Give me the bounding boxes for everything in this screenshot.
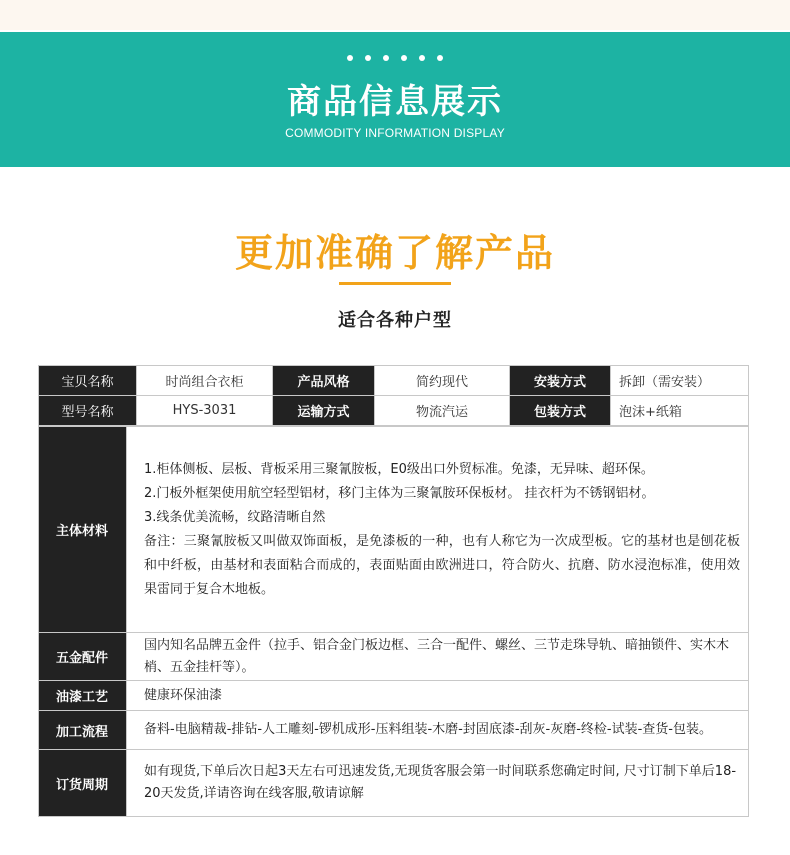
spec-row [39, 366, 749, 396]
spec-row [39, 396, 749, 426]
spec-key: 包装方式 [510, 396, 611, 426]
spec-key: 宝贝名称 [39, 366, 137, 396]
top-strip [0, 0, 790, 30]
material-content [127, 427, 749, 633]
section-headline: 更加准确了解产品 [234, 231, 555, 275]
material-line: 2.门板外框架使用航空轻型铝材，移门主体为三聚氰胺环保板材。 挂衣杆为不锈钢铝材。 [144, 485, 655, 501]
dot [365, 55, 371, 61]
dot [383, 55, 389, 61]
process-label: 加工流程 [39, 711, 127, 750]
material-line: 3.线条优美流畅，纹路清晰自然 [144, 509, 326, 525]
dot [437, 55, 443, 61]
dot [419, 55, 425, 61]
material-row [39, 427, 749, 633]
spec-value: 拆卸（需安装） [611, 366, 749, 396]
spec-key: 运输方式 [273, 396, 375, 426]
spec-value: 时尚组合衣柜 [137, 366, 273, 396]
commodity-info-banner [0, 32, 790, 167]
headline-underline [339, 282, 451, 285]
spec-value: HYS-3031 [137, 396, 273, 426]
spec-key: 型号名称 [39, 396, 137, 426]
material-line: 1.柜体侧板、层板、背板采用三聚氰胺板，E0级出口外贸标准。免漆，无异味、超环保。 [144, 461, 654, 477]
hardware-value: 国内知名品牌五金件（拉手、铝合金门板边框、三合一配件、螺丝、三节走珠导轨、暗抽锁件、实木木梢、五金挂杆等）。 [127, 633, 749, 681]
paint-value: 健康环保油漆 [127, 681, 749, 711]
order-label: 订货周期 [39, 750, 127, 817]
paint-label: 油漆工艺 [39, 681, 127, 711]
material-note: 备注：三聚氰胺板又叫做双饰面板，是免漆板的一种，也有人称它为一次成型板。它的基材也是刨花板和中纤板，由基材和表面粘合而成的，表面贴面由欧洲进口，符合防火、抗磨、防水浸泡标准，使用效果雷同于复合木地板。 [144, 533, 740, 597]
hardware-row [39, 633, 749, 681]
decorative-dots [0, 55, 790, 61]
process-row [39, 711, 749, 750]
dot [347, 55, 353, 61]
section-subheading: 适合各种户型 [338, 310, 452, 331]
hardware-label: 五金配件 [39, 633, 127, 681]
order-value: 如有现货,下单后次日起3天左右可迅速发货,无现货客服会第一时间联系您确定时间, 尺寸订制下单后18-20天发货,详请咨询在线客服,敬请谅解 [127, 750, 749, 817]
banner-title: 商品信息展示 [287, 82, 503, 122]
spec-key: 产品风格 [273, 366, 375, 396]
spec-value: 简约现代 [375, 366, 510, 396]
material-label: 主体材料 [39, 427, 127, 633]
paint-row [39, 681, 749, 711]
order-row [39, 750, 749, 817]
spec-value: 物流汽运 [375, 396, 510, 426]
banner-subtitle: COMMODITY INFORMATION DISPLAY [285, 126, 505, 140]
process-value: 备料-电脑精裁-排钻-人工雕刻-锣机成形-压料组装-木磨-封固底漆-刮灰-灰磨-终检-试装-查货-包装。 [127, 711, 749, 750]
spec-value: 泡沫+纸箱 [611, 396, 749, 426]
details-table [38, 426, 749, 817]
spec-table [38, 365, 749, 426]
spec-key: 安装方式 [510, 366, 611, 396]
dot [401, 55, 407, 61]
